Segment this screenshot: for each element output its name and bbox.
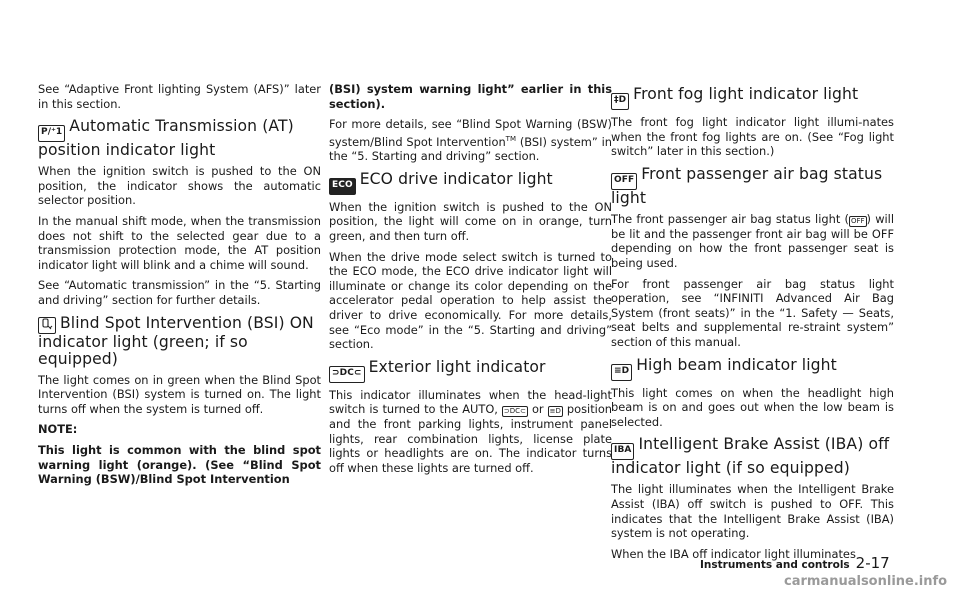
- trademark-sup: TM: [505, 134, 516, 143]
- high-beam-icon: ≡D: [611, 364, 632, 381]
- iba-off-icon: IBA: [611, 443, 634, 460]
- paragraph-eco-1: When the ignition switch is pushed to the ON position, the light will come on in orange, turn green, and then turn off.: [329, 199, 612, 243]
- heading-bsi: Blind Spot Intervention (BSI) ON indicator light (green; if so equipped): [38, 313, 314, 368]
- page-number: 2-17: [855, 554, 890, 572]
- at-position-icon: P/⁺1: [38, 125, 65, 142]
- column-left: [38, 82, 321, 493]
- eco-icon: ECO: [329, 178, 356, 195]
- paragraph-bsi-1: The light comes on in green when the Blind Spot Intervention (BSI) system is turned on. The light turns off when the system is turned off.: [38, 372, 321, 416]
- heading-eco: ECO ECO drive indicator light: [329, 171, 612, 195]
- paragraph-high-beam: This light comes on when the headlight high beam is on and goes out when the low beam is selected.: [611, 385, 894, 429]
- paragraph-bsw-ref: For more details, see “Blind Spot Warning (BSW) system/Blind Spot Intervention™ (BSI) system” in the “5. Starting and driving” section.: [329, 117, 612, 164]
- paragraph-exterior: This indicator illuminates when the head-light switch is turned to the AUTO, ⊃DC⊂ or ≡D position and the front parking lights, instrument panel lights, rear combination lights, license plate lights or headlights are on. The indicator turns off when these lights are turned off.: [329, 387, 613, 476]
- note-label: NOTE:: [38, 422, 78, 437]
- paragraph-airbag-1: The front passenger air bag status light ( OFF ) will be lit and the passenger front air bag will be OFF depending on how the front passenger seat is being used.: [611, 211, 894, 270]
- paragraph-at-1: When the ignition switch is pushed to the ON position, the indicator shows the automatic selector position.: [38, 164, 321, 208]
- column-right: [611, 79, 894, 567]
- front-fog-icon: ‡D: [611, 93, 629, 110]
- paragraph-afs-ref: See “Adaptive Front lighting System (AFS)” later in this section.: [38, 82, 321, 111]
- page-footer: [700, 553, 930, 572]
- heading-front-fog: ‡D Front fog light indicator light: [611, 86, 894, 110]
- footer-section-title: Instruments and controls: [700, 559, 850, 571]
- paragraph-at-3: See “Automatic transmission” in the “5. Starting and driving” section for further details.: [38, 278, 321, 307]
- watermark: carmanualsonline.info: [784, 574, 948, 589]
- paragraph-eco-2: When the drive mode select switch is turned to the ECO mode, the ECO drive indicator light will illuminate or change its color depending on the accelerator pedal operation to help assist the driver to drive economically. For more details, see “Eco mode” in the “5. Starting and driving” section.: [329, 249, 612, 352]
- note-text-continued: (BSI) system warning light” earlier in this section).: [329, 82, 612, 111]
- heading-passenger-airbag: OFF Front passenger air bag status light: [611, 164, 883, 207]
- paragraph-iba-2: When the IBA off indicator light illuminates: [611, 546, 856, 561]
- paragraph-fog: The front fog light indicator light illumi-nates when the front fog lights are on. (See “Fog light switch” later in this section.): [611, 115, 894, 159]
- heading-iba: IBA Intelligent Brake Assist (IBA) off indicator light (if so equipped): [611, 435, 890, 478]
- parking-light-icon: ⊃DC⊂: [503, 407, 526, 416]
- heading-high-beam: ≡D High beam indicator light: [611, 357, 894, 381]
- heading-at-position: P/⁺1 Automatic Transmission (AT) position indicator light: [38, 117, 294, 160]
- exterior-light-icon: ⊃DC⊂: [329, 366, 365, 383]
- passenger-airbag-off-icon: OFF: [611, 173, 637, 190]
- paragraph-airbag-2: For front passenger air bag status light operation, see “INFINITI Advanced Air Bag System (front seats)” in the “1. Safety — Seats, seat belts and supplemental re-straint system” section of this manual.: [611, 276, 894, 349]
- column-middle: [329, 82, 612, 482]
- headlight-icon: ≡D: [549, 407, 561, 416]
- note-text: This light is common with the blind spot warning light (orange). (See “Blind Spot Warning (BSW)/Blind Spot Intervention: [38, 442, 321, 487]
- paragraph-iba-1: The light illuminates when the Intelligent Brake Assist (IBA) off switch is pushed to OFF. This indicates that the Intelligent Brake Assist (IBA) system is not operating.: [611, 482, 894, 541]
- paragraph-at-2: In the manual shift mode, when the transmission does not shift to the selected gear due to a transmission protection mode, the AT position indicator light will blink and a chime will sound.: [38, 213, 321, 272]
- heading-exterior-light: ⊃DC⊂ Exterior light indicator: [329, 359, 612, 383]
- bsi-car-icon: [38, 317, 56, 334]
- airbag-status-icon: OFF: [850, 216, 865, 225]
